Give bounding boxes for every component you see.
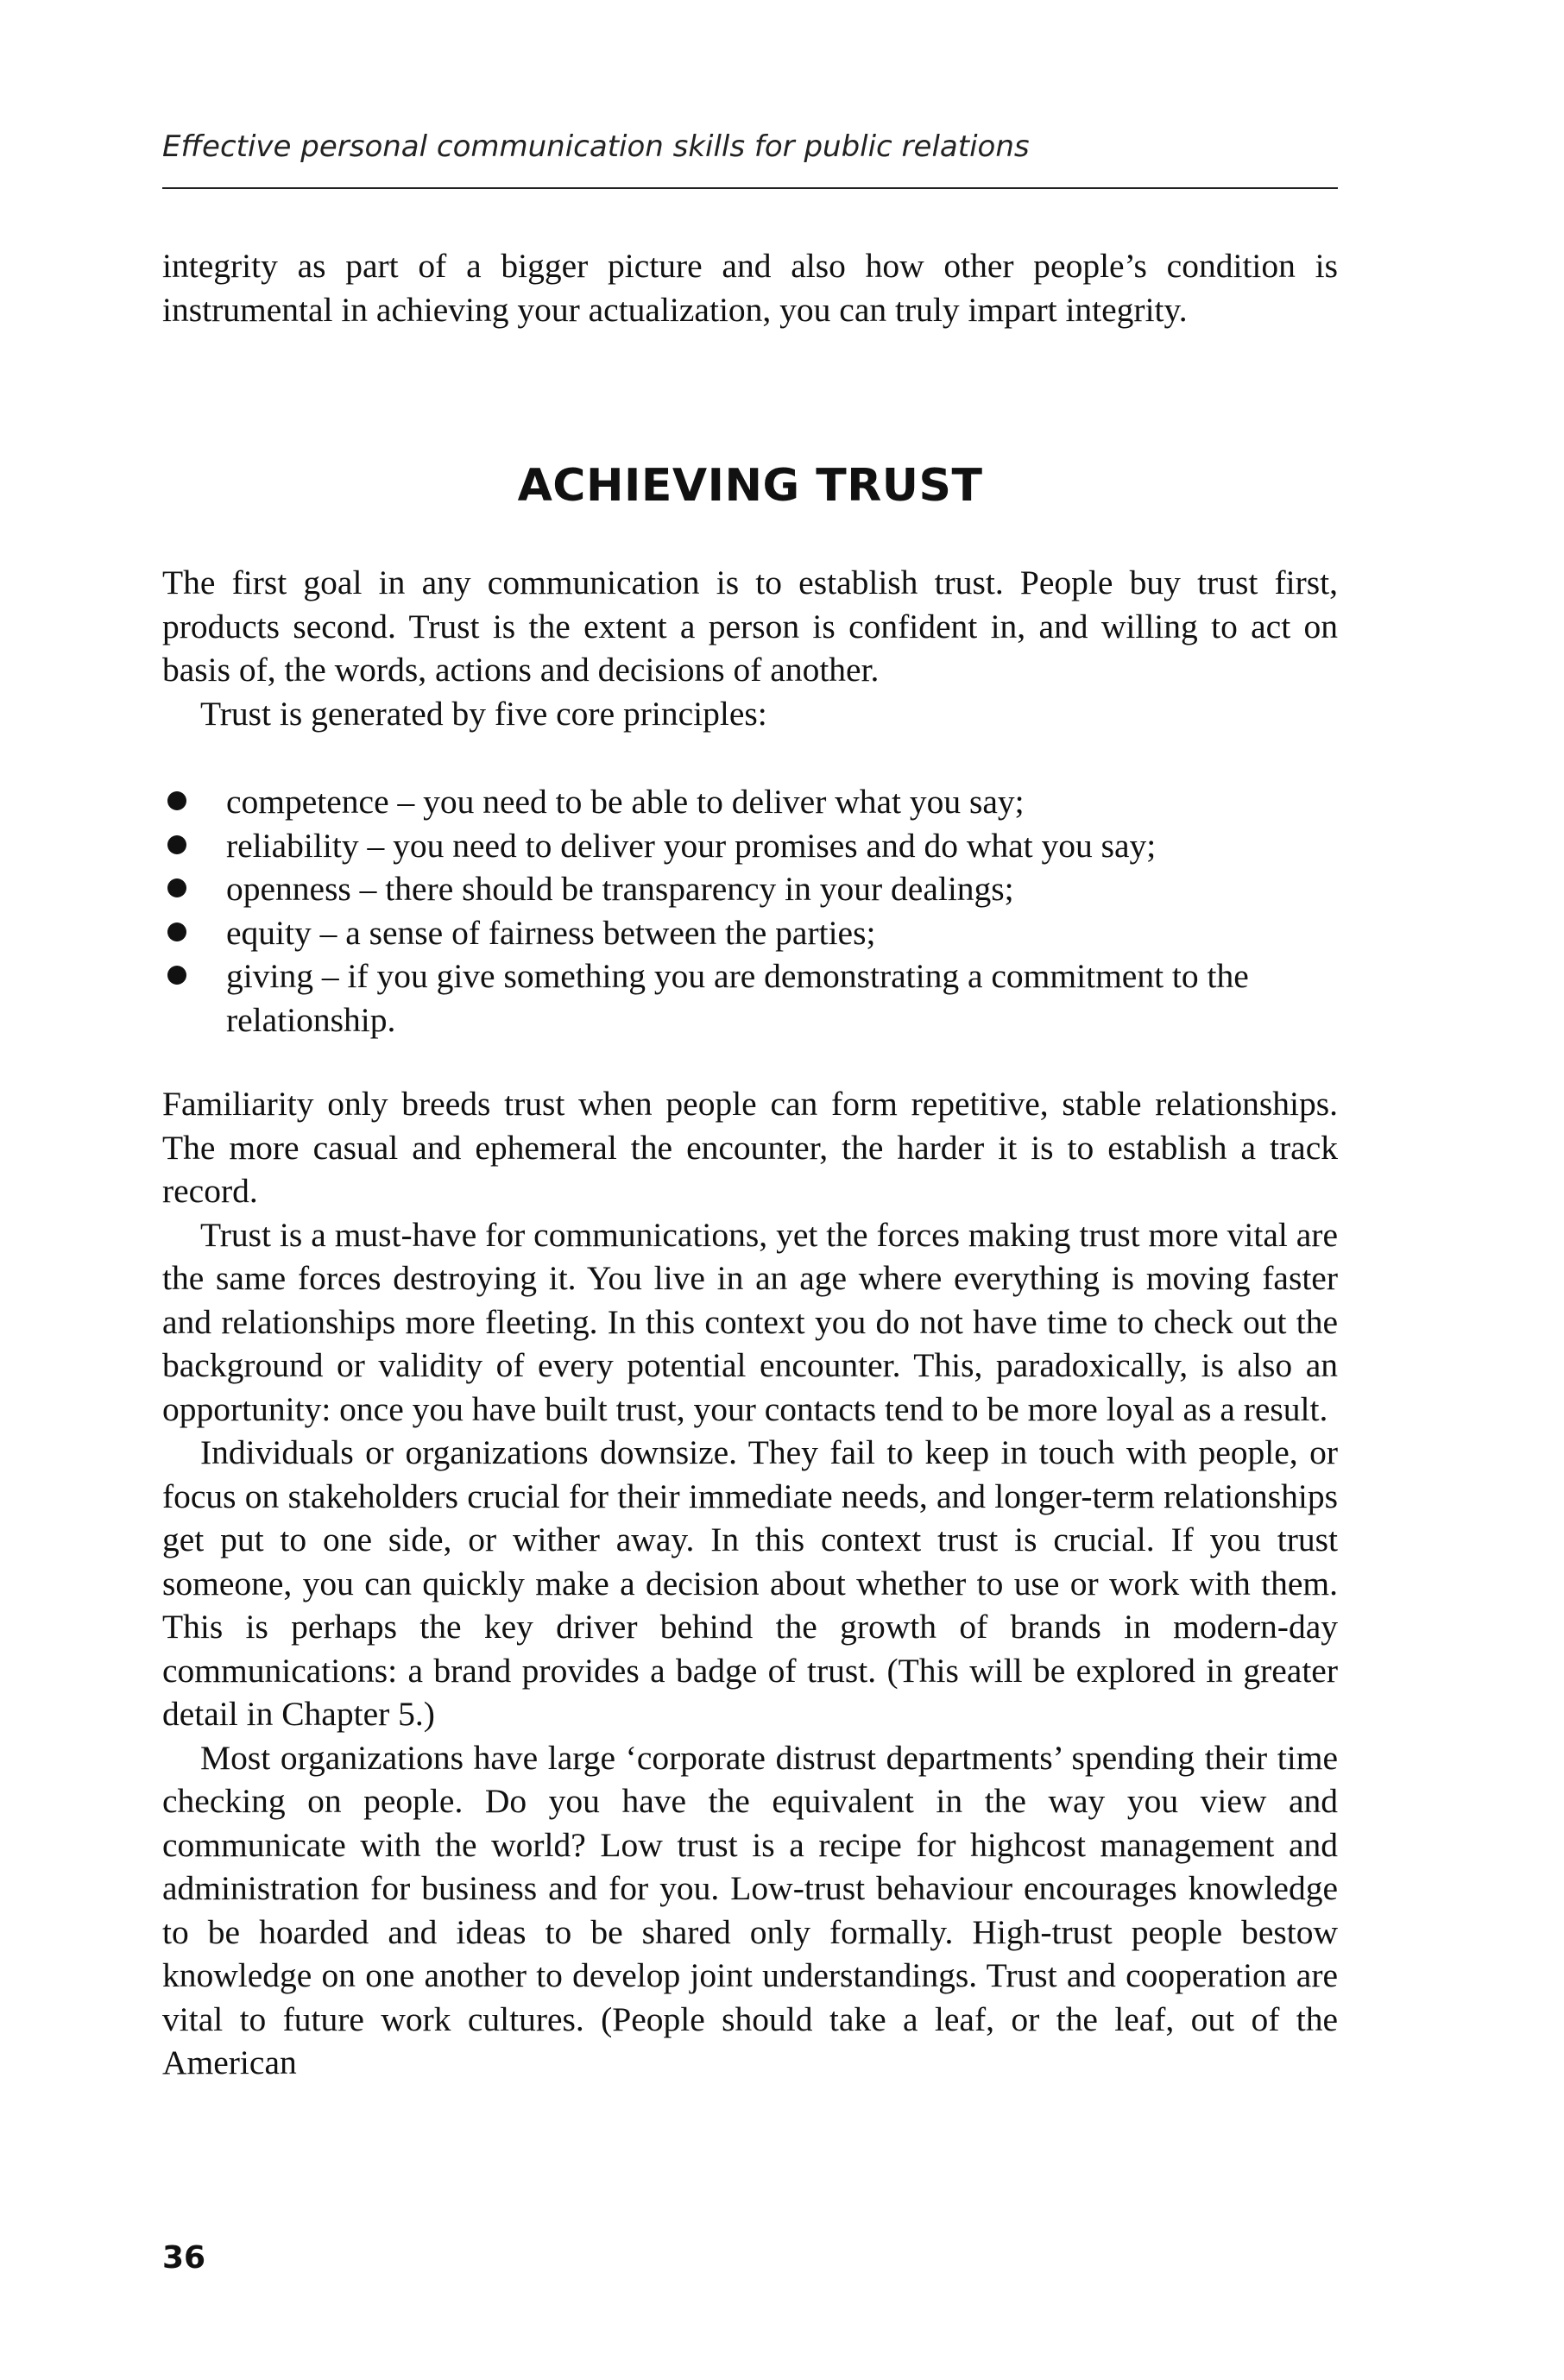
paragraph-distrust-departments: Most organizations have large ‘corporate distrust departments’ spending their time checking on people. Do you have the equivalent in the way you view and communicate with the world? Low trust is a recipe for highcost management and administration for business and for you. Low-trust behaviour encourages knowledge to be hoarded and ideas to be shared only formally. High-trust people bestow knowledge on one another to develop joint understandings. Trust and cooperation are vital to future work cultures. (People should take a leaf, or the leaf, out of the American	[162, 1738, 1338, 2081]
section-heading: ACHIEVING TRUST	[517, 460, 983, 512]
list-item-competence	[162, 780, 1338, 824]
intro-text	[162, 244, 1338, 331]
list-item-equity	[162, 911, 1338, 955]
list-item-text: competence – you need to be able to deliver what you say;	[226, 783, 1025, 821]
list-item-openness	[162, 867, 1338, 911]
bullet-icon	[167, 878, 186, 897]
list-item-text: giving – if you give something you are demonstrating a commitment to the relationship.	[226, 957, 1249, 1039]
bullet-icon	[167, 835, 186, 854]
list-item-text: reliability – you need to deliver your promises and do what you say;	[226, 826, 1157, 865]
list-item-reliability	[162, 824, 1338, 868]
list-item-giving	[162, 954, 1338, 1042]
paragraph-must-have: Trust is a must-have for communications, yet the forces making trust more vital are the same forces destroying it. You live in an age where everything is moving faster and relationships more fleeting. In this context you do not have time to check out the background or validity of every potential encounter. This, paradoxically, is also an opportunity: once you have built trust, your contacts tend to be more loyal as a result.	[162, 1215, 1338, 1428]
page-number: 36	[162, 2240, 206, 2276]
list-item-text: openness – there should be transparency in your dealings;	[226, 870, 1014, 908]
bullet-icon	[167, 922, 186, 941]
bullet-icon	[167, 791, 186, 810]
intro-paragraph: integrity as part of a bigger picture and also how other people’s condition is instrumental in achieving your actualization, you can truly impart integrity.	[162, 247, 1338, 329]
header-rule	[162, 187, 1338, 189]
list-item-text: equity – a sense of fairness between the parties;	[226, 913, 876, 952]
paragraph-downsize: Individuals or organizations downsize. They fail to keep in touch with people, or focus on stakeholders crucial for their immediate needs, and longer-term relationships get put to one side, or wither away. In this context trust is crucial. If you trust someone, you can quickly make a decision about whether to use or work with them. This is perhaps the key driver behind the growth of brands in modern-day communications: a brand provides a badge of trust. (This will be explored in greater detail in Chapter 5.)	[162, 1433, 1338, 1733]
body-text	[162, 1082, 1338, 2085]
principles-list	[162, 780, 1338, 1042]
running-head: Effective personal communication skills for public relations	[162, 129, 1030, 164]
paragraph-principles-intro: Trust is generated by five core principles:	[200, 694, 767, 733]
paragraph-trust-definition: The first goal in any communication is to establish trust. People buy trust first, products second. Trust is the extent a person is confident in, and willing to act on basis of, the words, actions and decisions of another.	[162, 564, 1338, 689]
paragraph-familiarity: Familiarity only breeds trust when people can form repetitive, stable relationships. The more casual and ephemeral the encounter, the harder it is to establish a track record.	[162, 1085, 1338, 1210]
bullet-icon	[167, 966, 186, 985]
trust-intro-text	[162, 561, 1338, 735]
